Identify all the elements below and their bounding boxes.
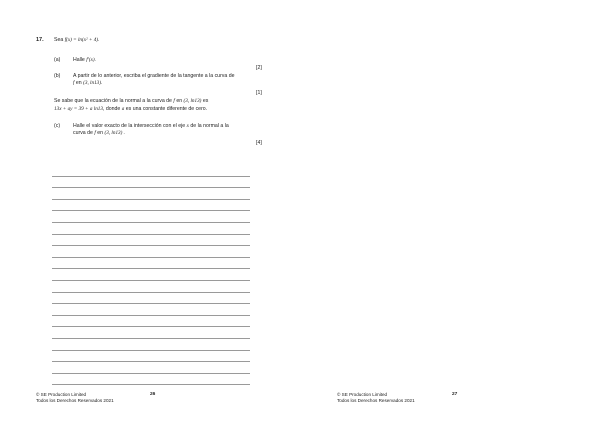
answer-line[interactable] bbox=[52, 351, 250, 363]
answer-line[interactable] bbox=[52, 177, 250, 189]
answer-line[interactable] bbox=[52, 269, 250, 281]
answer-line[interactable] bbox=[52, 246, 250, 258]
right-page bbox=[300, 0, 600, 424]
rights-text: Todos los Derechos Reservados 2021 bbox=[36, 398, 114, 403]
page-number-left: 26 bbox=[150, 392, 156, 397]
part-c-point: (3, ln13) . bbox=[104, 130, 125, 136]
answer-line[interactable] bbox=[52, 258, 250, 270]
answer-line[interactable] bbox=[52, 304, 250, 316]
part-a-label: (a) bbox=[54, 57, 61, 63]
intro-label: Sea bbox=[54, 37, 64, 43]
part-b-line2 bbox=[73, 80, 102, 86]
part-b-f: f bbox=[73, 80, 75, 86]
normal-info-f: f bbox=[173, 98, 175, 104]
normal-info-a: a bbox=[121, 106, 125, 112]
question-number: 17. bbox=[36, 37, 44, 43]
answer-line[interactable] bbox=[52, 293, 250, 305]
part-c-label: (c) bbox=[54, 123, 61, 129]
part-a-math: f′(x). bbox=[86, 57, 96, 63]
part-a-marks: [2] bbox=[256, 65, 262, 71]
intro-function: f(x) = ln(x² + 4). bbox=[64, 37, 100, 43]
answer-line[interactable] bbox=[52, 339, 250, 351]
copyright-text: © SE Production Limited bbox=[36, 392, 87, 397]
part-c-x: x bbox=[186, 123, 189, 129]
part-b-line1: A partir de lo anterior, escriba el gradiente de la tangente a la curva de bbox=[73, 73, 235, 79]
copyright-text: © SE Production Limited bbox=[337, 392, 388, 397]
answer-line[interactable] bbox=[52, 316, 250, 328]
footer-left bbox=[36, 392, 114, 404]
answer-line[interactable] bbox=[52, 281, 250, 293]
part-c-line2 bbox=[73, 130, 125, 136]
answer-line[interactable] bbox=[52, 211, 250, 223]
answer-lines-left[interactable] bbox=[52, 165, 250, 385]
answer-line[interactable] bbox=[52, 327, 250, 339]
normal-info-line2 bbox=[54, 106, 207, 112]
answer-line[interactable] bbox=[52, 374, 250, 386]
part-a-instruction: Halle bbox=[73, 57, 85, 63]
rights-text: Todos los Derechos Reservados 2021 bbox=[337, 398, 415, 403]
normal-equation: 13x + ay = 39 + a ln13 bbox=[54, 106, 103, 112]
part-b-en: en bbox=[75, 80, 82, 86]
normal-info-point: (3, ln13) bbox=[183, 98, 202, 104]
part-b-marks: [1] bbox=[256, 90, 262, 96]
answer-line[interactable] bbox=[52, 200, 250, 212]
page-number-right: 27 bbox=[452, 392, 458, 397]
part-c-rest: de la normal a la bbox=[190, 123, 229, 129]
part-c-marks: [4] bbox=[256, 140, 262, 146]
answer-line[interactable] bbox=[52, 165, 250, 177]
part-c-text: Halle el valor exacto de la intersección con el eje bbox=[73, 123, 186, 129]
part-c-en: en bbox=[97, 130, 104, 136]
answer-line[interactable] bbox=[52, 235, 250, 247]
part-c-line1 bbox=[73, 123, 229, 129]
answer-line[interactable] bbox=[52, 362, 250, 374]
normal-info-rest: es una constante diferente de cero. bbox=[125, 106, 208, 112]
part-b-point: (3, ln13). bbox=[83, 80, 103, 86]
question-intro bbox=[54, 37, 99, 43]
answer-line[interactable] bbox=[52, 188, 250, 200]
normal-info-donde: , donde bbox=[102, 106, 121, 112]
part-c-curva: curva de bbox=[73, 130, 93, 136]
part-a-text bbox=[73, 57, 96, 63]
answer-line[interactable] bbox=[52, 223, 250, 235]
normal-info-line1 bbox=[54, 98, 208, 104]
part-c-f: f bbox=[94, 130, 96, 136]
footer-right bbox=[337, 392, 415, 404]
normal-info-en: en bbox=[176, 98, 183, 104]
normal-info-es: es bbox=[202, 98, 209, 104]
part-b-label: (b) bbox=[54, 73, 61, 79]
normal-info-text: Se sabe que la ecuación de la normal a la curva de bbox=[54, 98, 172, 104]
